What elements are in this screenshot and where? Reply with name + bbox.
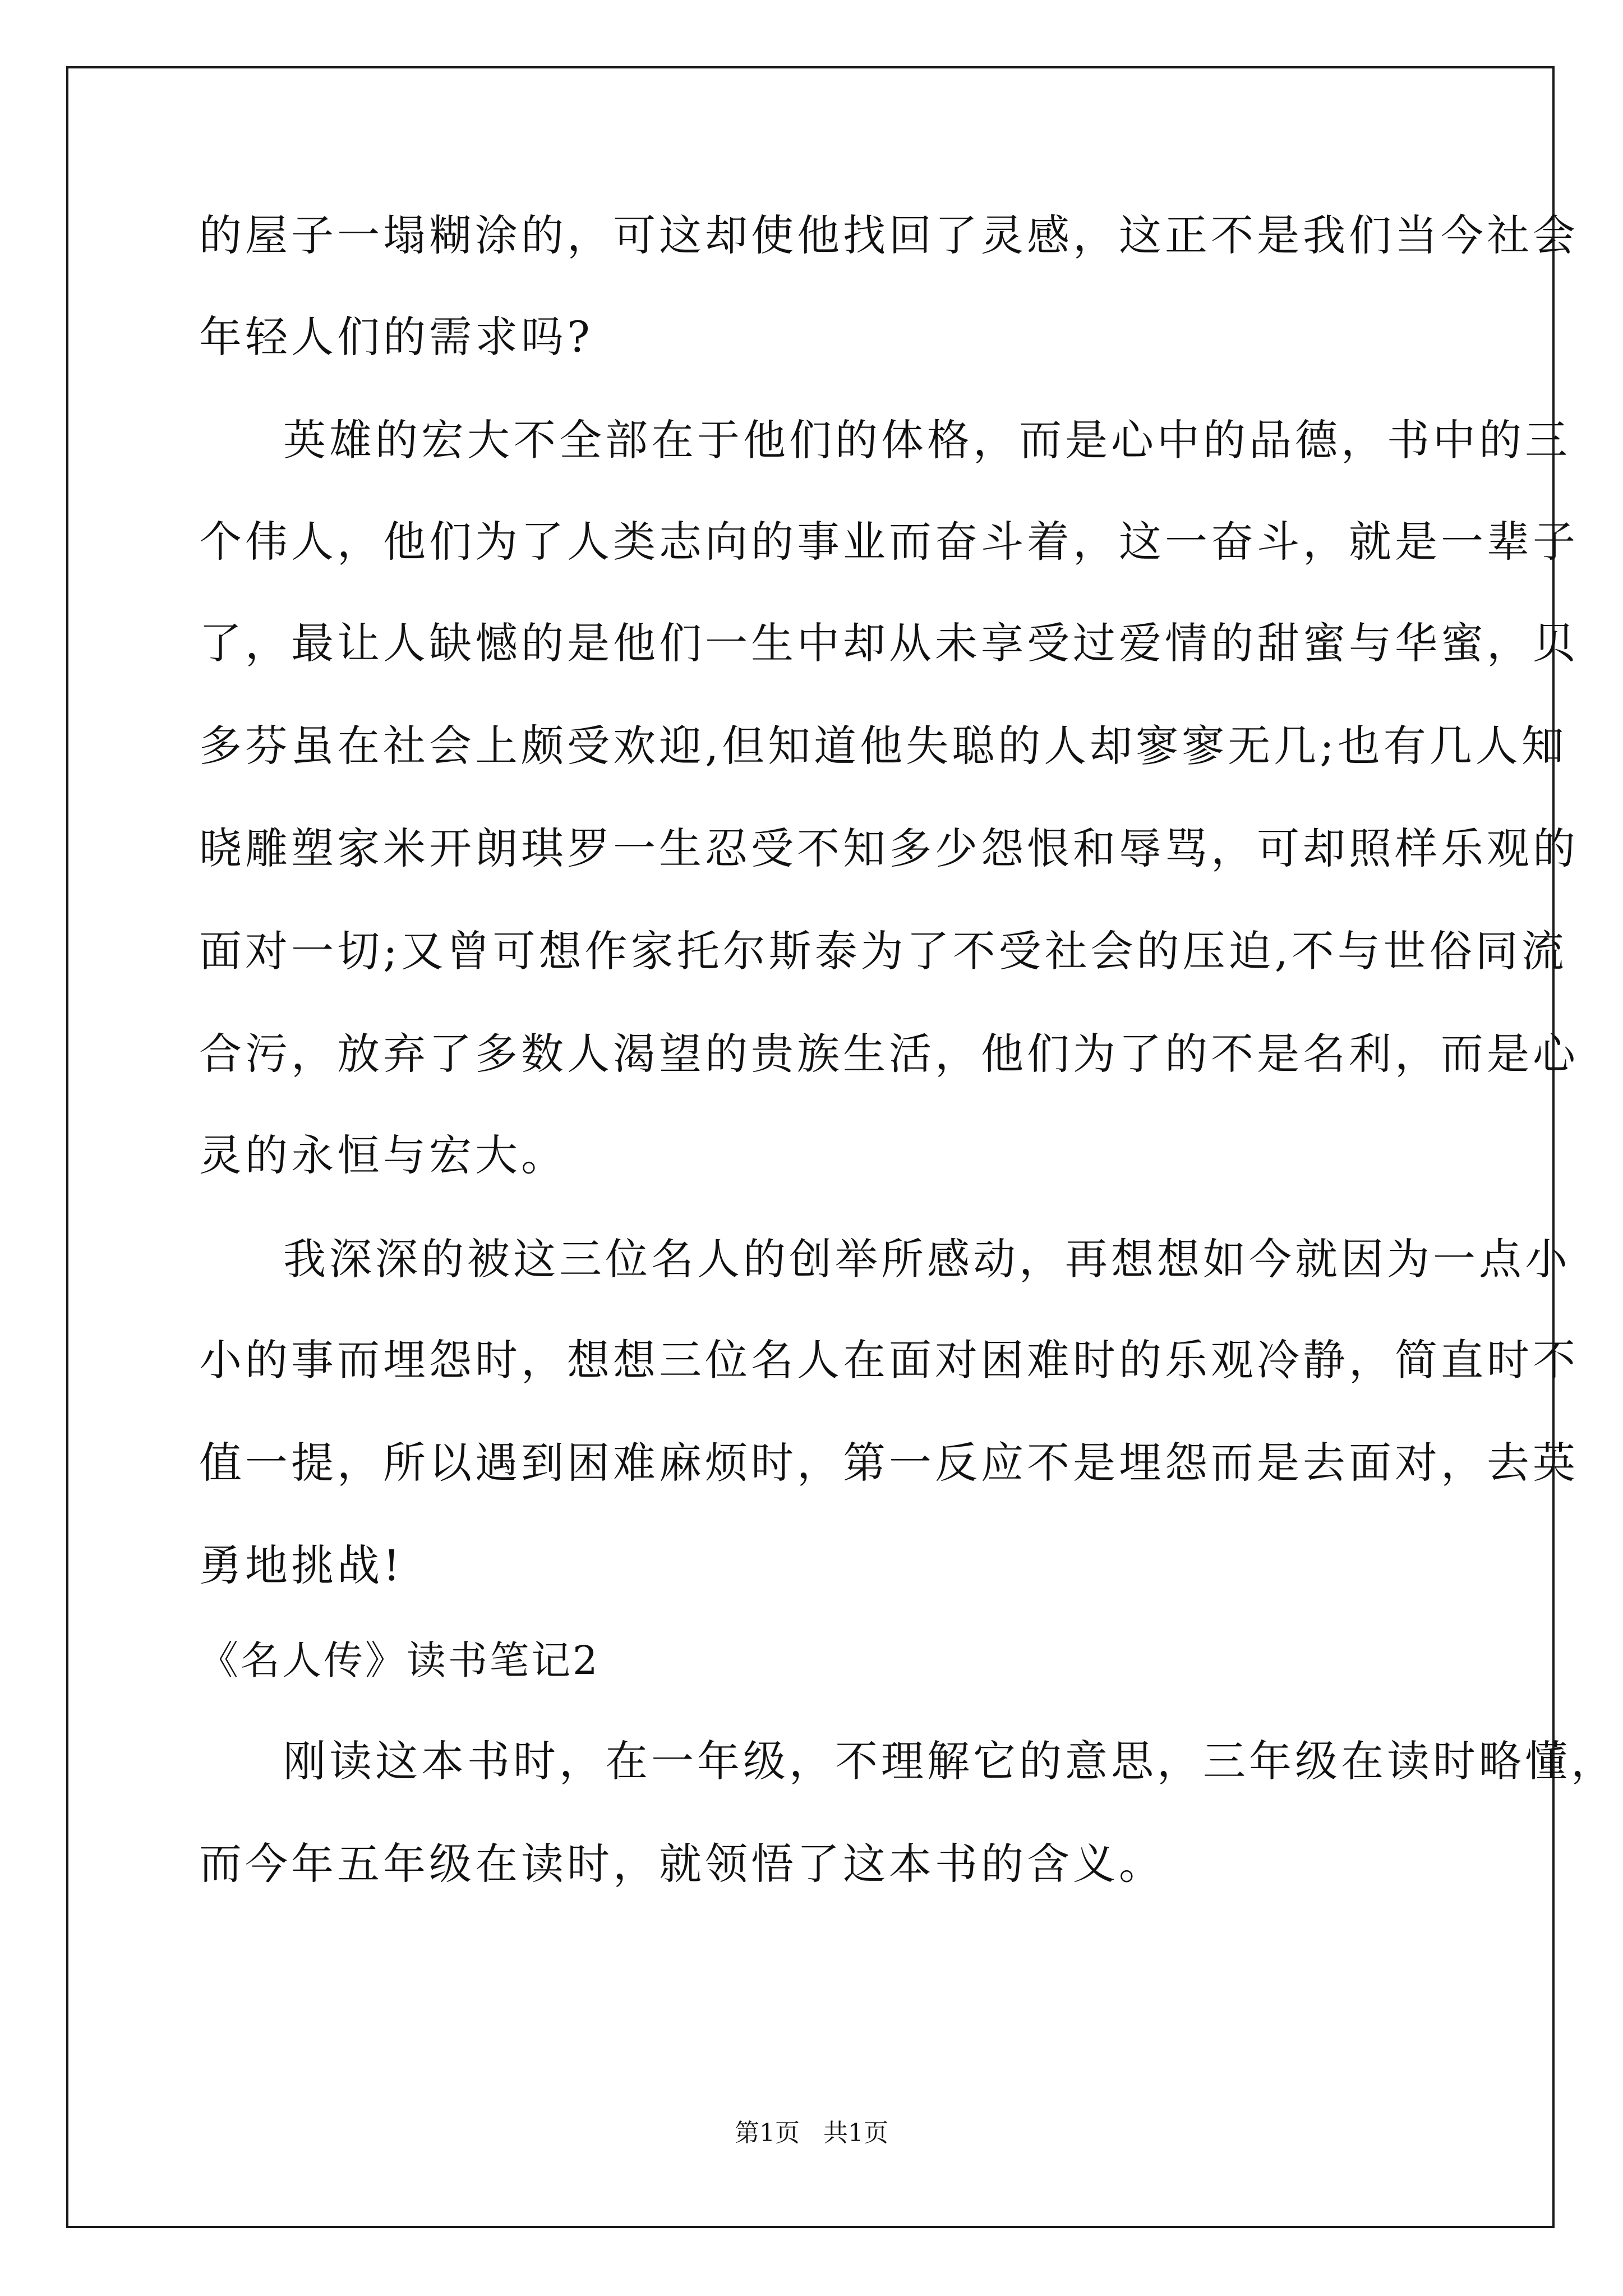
paragraph-line: 小的事而埋怨时，想想三位名人在面对困难时的乐观冷静，简直时不 [199, 1335, 1579, 1385]
paragraph-line: 刚读这本书时，在一年级，不理解它的意思，三年级在读时略懂， [283, 1736, 1617, 1786]
paragraph-line: 面对一切;又曾可想作家托尔斯泰为了不受社会的压迫,不与世俗同流 [199, 926, 1567, 976]
paragraph-line: 灵的永恒与宏大。 [199, 1130, 567, 1180]
paragraph-line: 勇地挑战! [199, 1540, 404, 1590]
paragraph-line: 我深深的被这三位名人的创举所感动，再想想如今就因为一点小 [283, 1234, 1571, 1284]
paragraph-line: 了，最让人缺憾的是他们一生中却从未享受过爱情的甜蜜与华蜜，贝 [199, 618, 1579, 668]
paragraph-line: 年轻人们的需求吗? [199, 312, 593, 362]
paragraph-line: 多芬虽在社会上颇受欢迎,但知道他失聪的人却寥寥无几;也有几人知 [199, 721, 1567, 771]
paragraph-line: 而今年五年级在读时，就领悟了这本书的含义。 [199, 1839, 1165, 1889]
section-heading: 《名人传》读书笔记2 [199, 1637, 600, 1683]
page-footer: 第1页 共1页 [735, 2119, 888, 2147]
paragraph-line: 个伟人，他们为了人类志向的事业而奋斗着，这一奋斗，就是一辈子 [199, 517, 1579, 567]
paragraph-line: 的屋子一塌糊涂的，可这却使他找回了灵感，这正不是我们当今社会 [199, 210, 1579, 260]
paragraph-line: 英雄的宏大不全部在于他们的体格，而是心中的品德，书中的三 [283, 415, 1571, 465]
paragraph-line: 值一提，所以遇到困难麻烦时，第一反应不是埋怨而是去面对，去英 [199, 1438, 1579, 1488]
paragraph-line: 合污，放弃了多数人渴望的贵族生活，他们为了的不是名利，而是心 [199, 1029, 1579, 1079]
paragraph-line: 晓雕塑家米开朗琪罗一生忍受不知多少怨恨和辱骂，可却照样乐观的 [199, 823, 1579, 873]
